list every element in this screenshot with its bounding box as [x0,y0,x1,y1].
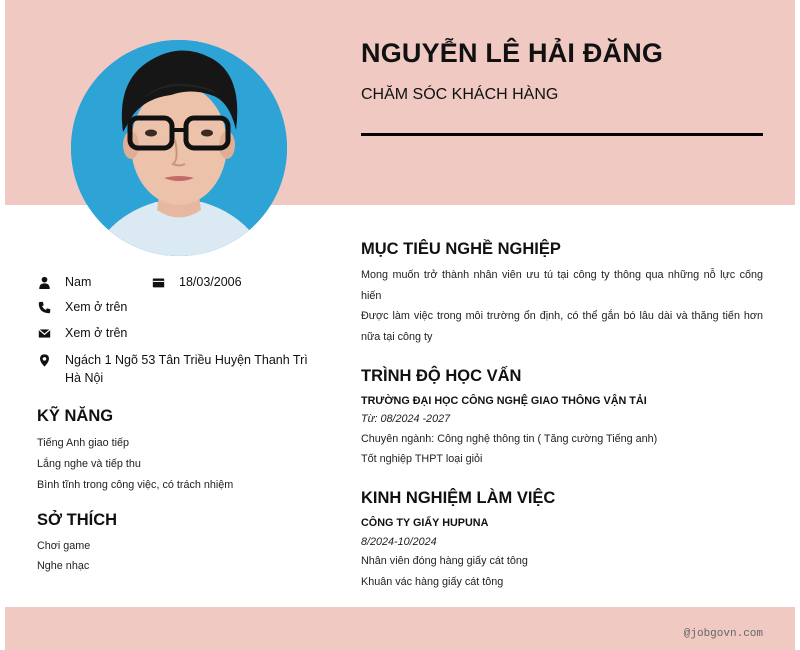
phone-value: Xem ở trên [65,300,128,314]
skill-item: Bình tĩnh trong công việc, có trách nhiệm [37,479,234,491]
skills-title: KỸ NĂNG [37,407,114,425]
candidate-role: CHĂM SÓC KHÁCH HÀNG [361,86,559,103]
dob-row [151,275,242,289]
skill-item: Tiếng Anh giao tiếp [37,437,130,449]
candidate-name: NGUYỄN LÊ HẢI ĐĂNG [361,38,664,68]
experience-period: 8/2024-10/2024 [361,536,437,548]
location-pin-icon [37,353,51,367]
address-row [37,351,308,387]
school-name: TRƯỜNG ĐẠI HỌC CÔNG NGHỆ GIAO THÔNG VẬN TẢI [361,395,647,407]
footer-band [5,607,795,650]
skill-item: Lắng nghe và tiếp thu [37,458,141,470]
profile-photo [71,40,287,256]
education-note: Tốt nghiệp THPT loại giỏi [361,453,483,465]
gender-value: Nam [65,275,92,289]
mail-icon [37,326,51,340]
calendar-icon [151,275,165,289]
hobby-item: Nghe nhạc [37,560,90,572]
address-line-1: Ngách 1 Ngõ 53 Tân Triều Huyện Thanh Trì [65,353,308,367]
email-value: Xem ở trên [65,326,128,340]
duty-item: Khuân vác hàng giấy cát tông [361,576,504,588]
person-icon [37,275,51,289]
hobbies-title: SỞ THÍCH [37,511,118,529]
education-period: Từ: 08/2024 -2027 [361,413,451,425]
email-row [37,326,127,340]
footer-watermark: @jobgovn.com [683,628,763,640]
education-title: TRÌNH ĐỘ HỌC VẤN [361,367,522,385]
objective-text: Mong muốn trở thành nhân viên ưu tú tại công ty thông qua những nỗ lực cống hiến Được làm việc trong môi trường ổn định, có thể gắn bó lâu dài và thăng tiến hơn nữa tại công ty [361,269,763,343]
address-line-2: Hà Nội [65,371,104,385]
duty-item: Nhân viên đóng hàng giấy cát tông [361,555,528,567]
company-name: CÔNG TY GIẤY HUPUNA [361,517,489,529]
phone-icon [37,300,51,314]
gender-row [37,275,91,289]
education-major: Chuyên ngành: Công nghệ thông tin ( Tăng cường Tiếng anh) [361,433,658,445]
header-divider [361,133,763,136]
hobby-item: Chơi game [37,540,91,552]
objective-title: MỤC TIÊU NGHỀ NGHIỆP [361,240,561,258]
phone-row [37,300,127,314]
dob-value: 18/03/2006 [179,275,242,289]
experience-title: KINH NGHIỆM LÀM VIỆC [361,489,556,507]
